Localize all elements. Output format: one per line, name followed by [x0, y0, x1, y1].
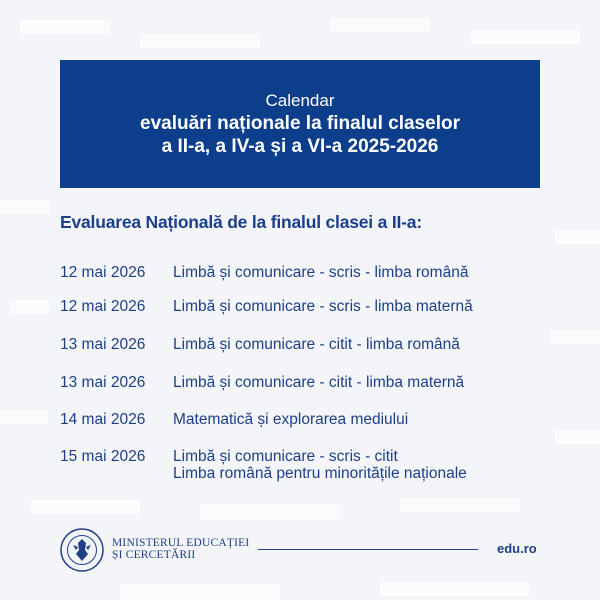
title-banner: [60, 60, 540, 188]
footer-divider: [258, 549, 478, 550]
schedule-subject-line2: Limba română pentru minoritățile naționale: [173, 465, 467, 482]
banner-title-calendar: Calendar: [265, 91, 335, 110]
ministry-name-line2: ȘI CERCETĂRII: [112, 549, 196, 561]
romanian-government-logo-icon: [60, 528, 104, 572]
schedule-date: 13 mai 2026: [60, 374, 146, 391]
section-title: Evaluarea Națională de la finalul clasei a II-a:: [60, 212, 422, 232]
schedule-subject: Limbă și comunicare - citit - limba maternă: [173, 374, 465, 391]
schedule-date: 14 mai 2026: [60, 411, 146, 428]
schedule-subject: Limbă și comunicare - scris - citit: [173, 448, 398, 465]
ministry-name: [112, 537, 249, 561]
schedule-date: 15 mai 2026: [60, 448, 146, 465]
schedule-date: 13 mai 2026: [60, 336, 146, 353]
schedule-subject: Limbă și comunicare - scris - limba maternă: [173, 298, 473, 315]
schedule-date: 12 mai 2026: [60, 264, 146, 281]
banner-title-line3: a II-a, a IV-a și a VI-a 2025-2026: [161, 136, 439, 157]
banner-title-line2: evaluări naționale la finalul claselor: [140, 113, 460, 134]
schedule-subject: Limbă și comunicare - scris - limba română: [173, 264, 469, 281]
schedule-subject: Limbă și comunicare - citit - limba română: [173, 336, 460, 353]
website-link[interactable]: edu.ro: [497, 541, 537, 556]
schedule-subject: Matematică și explorarea mediului: [173, 411, 409, 428]
schedule-date: 12 mai 2026: [60, 298, 146, 315]
ministry-name-line1: MINISTERUL EDUCAȚIEI: [112, 537, 250, 549]
